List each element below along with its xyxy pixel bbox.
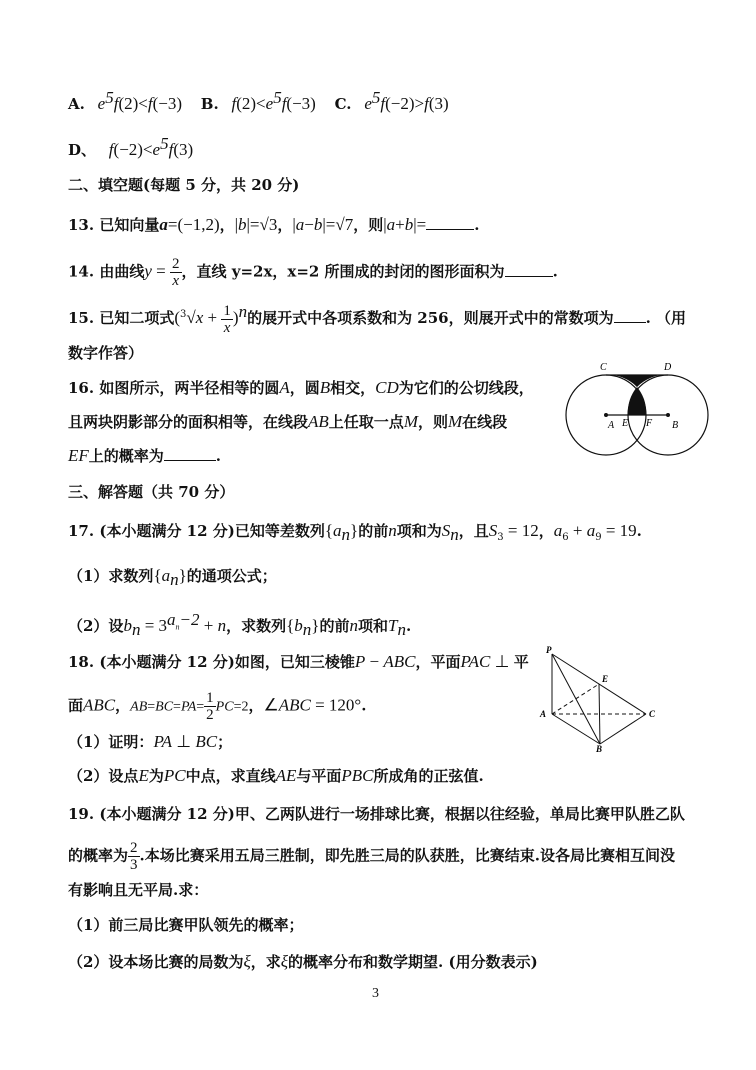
q16-circles-figure [560, 358, 720, 468]
label-c: C [649, 709, 656, 719]
option-c-label: C. [334, 95, 352, 113]
question-13: 13. 已知向量a=(−1,2)，|b|=√3，|a−b|=√7，则|a+b|= . [68, 215, 480, 234]
question-14: 14. 由曲线y = $\frac{2}{x}$ ，直线 y=2x，x=2 所围成的封闭的图形面积为 . [68, 256, 558, 289]
q18-tetrahedron-figure [538, 644, 668, 754]
label-f: F [646, 418, 653, 429]
label-c: C [600, 362, 607, 373]
question-16-line2: 且两块阴影部分的面积相等，在线段AB上任取一点M，则M在线段 [68, 412, 508, 431]
section-heading-solutions: 三、解答题（共 70 分） [68, 483, 235, 501]
label-b: B [672, 420, 679, 431]
question-17-part2: （2）设$b_n = 3^{a_n-2} + n$，求数列$\{b_n\}$的前n项和$T_n$. [68, 610, 412, 639]
question-19-line1: 19. (本小题满分 12 分)甲、乙两队进行一场排球比赛，根据以往经验，单局比赛甲队胜乙队 [68, 805, 685, 823]
label-b: B [596, 744, 603, 754]
question-19-line3: 有影响且无平局.求： [68, 881, 209, 899]
label-p: P [546, 645, 552, 655]
option-b-label: B. [200, 95, 219, 113]
section-heading-fill-in: 二、填空题(每题 5 分，共 20 分) [68, 176, 300, 194]
question-19-part2: （2）设本场比赛的局数为ξ，求ξ的概率分布和数学期望. (用分数表示) [68, 952, 538, 971]
q12-options-line2: D、 $f(-2)<e^5f(3)$ [68, 134, 194, 159]
question-17-part1: （1）求数列$\{a_n\}$的通项公式； [68, 566, 277, 589]
question-18-part2: （2）设点E为PC中点，求直线AE与平面PBC所成角的正弦值. [68, 766, 484, 785]
label-a: A [540, 709, 547, 719]
question-16-line3: EF上的概率为 . [68, 446, 222, 465]
option-a-label: A. [68, 95, 85, 113]
question-16-line1: 16. 如图所示，两半径相等的圆A，圆B相交，CD为它们的公切线段， [68, 378, 534, 397]
page-number: 3 [372, 986, 379, 1001]
question-19-part1: （1）前三局比赛甲队领先的概率； [68, 916, 304, 934]
question-17: 17. (本小题满分 12 分)已知等差数列$\{a_n\}$的前n项和为$S_n$，且$S_3 = 12$，$a_6 + a_9 = 19$. [68, 521, 642, 544]
label-d: D [664, 362, 672, 373]
option-d-label: D、 [68, 141, 97, 159]
question-18-line1: 18. (本小题满分 12 分)如图，已知三棱锥P − ABC，平面PAC ⊥ 平 [68, 652, 529, 671]
question-15-continued: 数字作答） [68, 344, 144, 362]
q12-options-line1: A. $e^5f(2)<f(-3)$ B. $f(2)<e^5f(-3)$ C. $e^5f(-2)>f(3)$ [68, 88, 449, 113]
question-19-line2: 的概率为 $\frac{2}{3}$ .本场比赛采用五局三胜制，即先胜三局的队获胜，比赛结束.设各局比赛相互间没 [68, 840, 675, 873]
label-a: A [608, 420, 615, 431]
question-18-line2: 面ABC，AB=BC=PA= $\frac{1}{2}$ PC=2，∠ABC = 120°. [68, 690, 367, 723]
label-e: E [622, 418, 629, 429]
label-e: E [602, 674, 609, 684]
question-15: 15. 已知二项式($^3$√x + $\frac{1}{x}$ )$^n$的展开式中各项系数和为 256，则展开式中的常数项为 . （用 [68, 302, 687, 336]
question-18-part1: （1）证明：PA ⊥ BC； [68, 732, 233, 751]
